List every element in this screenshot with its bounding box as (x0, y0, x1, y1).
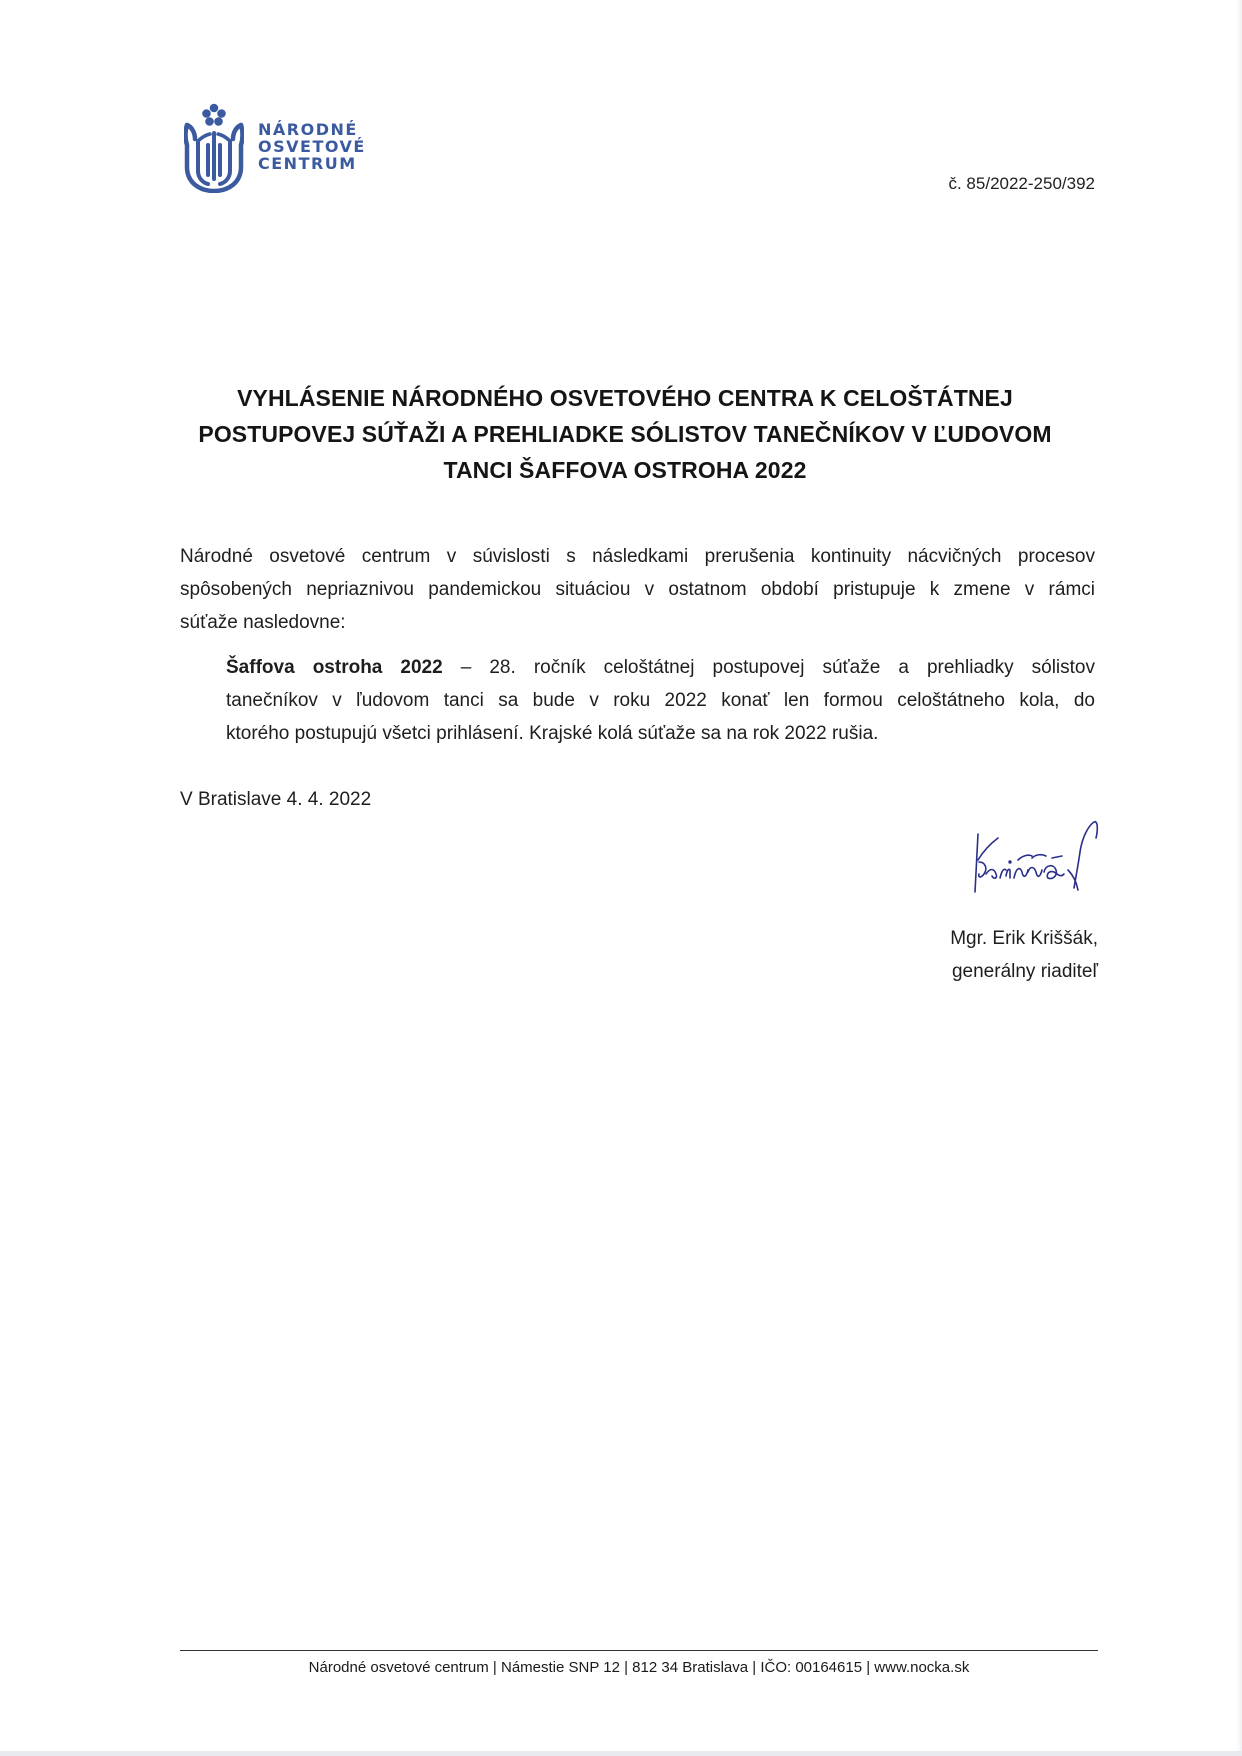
intro-line-2: spôsobených nepriaznivou pandemickou situáciou v ostatnom období pristupuje k zmene v rámci (180, 579, 1095, 600)
announcement-paragraph (226, 651, 1095, 750)
logo (184, 101, 384, 196)
footer-contact: Národné osvetové centrum | Námestie SNP 12 | 812 34 Bratislava | IČO: 00164615 | www.nocka.sk (308, 1659, 970, 1676)
signer-block (950, 922, 1098, 988)
page-edge (1236, 0, 1242, 1756)
announcement-line-3: ktorého postupujú všetci prihlásení. Krajské kolá súťaže sa na rok 2022 rušia. (226, 723, 879, 744)
title-line-1: VYHLÁSENIE NÁRODNÉHO OSVETOVÉHO CENTRA K CELOŠTÁTNEJ (237, 385, 1013, 411)
logo-line-1: NÁRODNÉ (258, 120, 358, 139)
logo-wordmark (258, 121, 366, 172)
announcement-line-1 (226, 651, 1095, 684)
logo-line-2: OSVETOVÉ (258, 137, 366, 156)
announcement-bold-lead: Šaffova ostroha 2022 (226, 657, 443, 678)
reference-number: č. 85/2022-250/392 (948, 174, 1095, 193)
logo-line-3: CENTRUM (258, 154, 357, 173)
signer-role: generálny riaditeľ (951, 961, 1098, 982)
signer-name: Mgr. Erik Kriššák, (950, 928, 1098, 949)
announcement-line-1-rest: – 28. ročník celoštátnej postupovej súťaže a prehliadky sólistov (442, 657, 1095, 678)
intro-paragraph (180, 540, 1095, 639)
date-place: V Bratislave 4. 4. 2022 (180, 789, 372, 810)
title-line-2: POSTUPOVEJ SÚŤAŽI A PREHLIADKE SÓLISTOV TANEČNÍKOV V ĽUDOVOM (198, 421, 1052, 447)
footer-divider (180, 1650, 1098, 1651)
announcement-line-2: tanečníkov v ľudovom tanci sa bude v roku 2022 konať len formou celoštátneho kola, do (226, 690, 1095, 711)
title-line-3: TANCI ŠAFFOVA OSTROHA 2022 (443, 457, 807, 483)
handwritten-signature (948, 808, 1138, 918)
logo-flower-emblem-icon (184, 101, 244, 193)
intro-line-1: Národné osvetové centrum v súvislosti s následkami prerušenia kontinuity nácvičných procesov (180, 546, 1095, 567)
document-title (150, 380, 1100, 488)
intro-line-3: súťaže nasledovne: (180, 612, 346, 633)
page-edge-bottom (0, 1751, 1242, 1756)
